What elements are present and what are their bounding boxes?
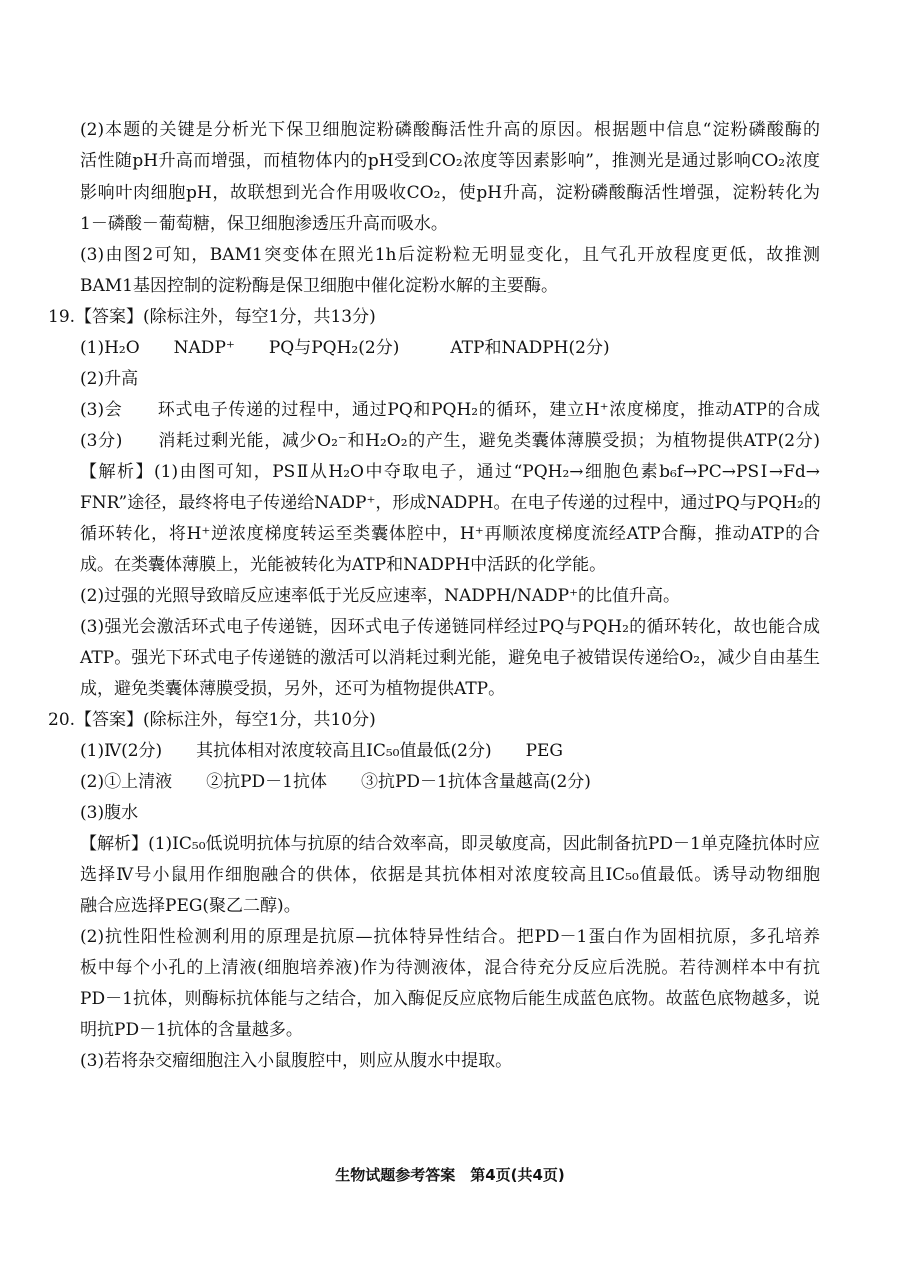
text-line: FNR”途径，最终将电子传递给NADP⁺，形成NADPH。在电子传递的过程中，通过PQ与PQH₂的 (80, 493, 821, 513)
text-line: (2)抗性阳性检测利用的原理是抗原—抗体特异性结合。把PD－1蛋白作为固相抗原，多孔培养 (80, 927, 820, 947)
text-line: (3)若将杂交瘤细胞注入小鼠腹腔中，则应从腹水中提取。 (80, 1051, 513, 1071)
text-line: (3)腹水 (80, 803, 139, 823)
page-footer: 生物试题参考答案 第4页(共4页) (335, 1166, 565, 1184)
text-line: (2)①上清液 ②抗PD－1抗体 ③抗PD－1抗体含量越高(2分) (80, 772, 591, 792)
text-line: 选择Ⅳ号小鼠用作细胞融合的供体，依据是其抗体相对浓度较高且IC₅₀值最低。诱导动物细胞 (80, 865, 820, 885)
text-line: BAM1基因控制的淀粉酶是保卫细胞中催化淀粉水解的主要酶。 (80, 276, 558, 296)
question-19-answer-header: 19.【答案】(除标注外，每空1分，共13分) (48, 307, 376, 327)
text-line: (2)升高 (80, 369, 139, 389)
text-line: 影响叶肉细胞pH，故联想到光合作用吸收CO₂，使pH升高，淀粉磷酸酶活性增强，淀粉转化为 (80, 183, 820, 203)
text-line: (3)强光会激活环式电子传递链，因环式电子传递链同样经过PQ与PQH₂的循环转化，故也能合成 (80, 617, 820, 637)
text-line: (2)本题的关键是分析光下保卫细胞淀粉磷酸酶活性升高的原因。根据题中信息“淀粉磷酸酶的 (80, 120, 820, 140)
text-line: 板中每个小孔的上清液(细胞培养液)作为待测液体，混合待充分反应后洗脱。若待测样本中有抗 (80, 958, 820, 978)
text-line: (2)过强的光照导致暗反应速率低于光反应速率，NADPH/NADP⁺的比值升高。 (80, 586, 681, 606)
text-line: (1)H₂O NADP⁺ PQ与PQH₂(2分) ATP和NADPH(2分) (80, 338, 610, 358)
text-line: ATP。强光下环式电子传递链的激活可以消耗过剩光能，避免电子被错误传递给O₂，减少自由基生 (80, 648, 820, 668)
text-line: 【解析】(1)IC₅₀低说明抗体与抗原的结合效率高，即灵敏度高，因此制备抗PD－1单克隆抗体时应 (80, 834, 820, 854)
text-line: PD－1抗体，则酶标抗体能与之结合，加入酶促反应底物后能生成蓝色底物。故蓝色底物越多，说 (80, 989, 820, 1009)
text-line: 1－磷酸－葡萄糖，保卫细胞渗透压升高而吸水。 (80, 214, 448, 234)
text-line: 循环转化，将H⁺逆浓度梯度转运至类囊体腔中，H⁺再顺浓度梯度流经ATP合酶，推动ATP的合 (80, 524, 820, 544)
text-line: (3)由图2可知，BAM1突变体在照光1h后淀粉粒无明显变化，且气孔开放程度更低，故推测 (80, 245, 820, 265)
question-20-answer-header: 20.【答案】(除标注外，每空1分，共10分) (48, 710, 376, 730)
text-line: 融合应选择PEG(聚乙二醇)。 (80, 896, 301, 916)
text-line: (3)会 环式电子传递的过程中，通过PQ和PQH₂的循环，建立H⁺浓度梯度，推动ATP的合成 (80, 400, 820, 420)
text-line: 成。在类囊体薄膜上，光能被转化为ATP和NADPH中活跃的化学能。 (80, 555, 607, 575)
text-line: 明抗PD－1抗体的含量越多。 (80, 1020, 303, 1040)
text-line: 成，避免类囊体薄膜受损，另外，还可为植物提供ATP。 (80, 679, 506, 699)
text-line: (3分) 消耗过剩光能，减少O₂⁻和H₂O₂的产生，避免类囊体薄膜受损；为植物提供ATP(2分) (80, 431, 820, 451)
text-line: 活性随pH升高而增强，而植物体内的pH受到CO₂浓度等因素影响”，推测光是通过影响CO₂浓度 (80, 151, 820, 171)
text-line: (1)Ⅳ(2分) 其抗体相对浓度较高且IC₅₀值最低(2分) PEG (80, 741, 564, 761)
text-line: 【解析】(1)由图可知，PSⅡ从H₂O中夺取电子，通过“PQH₂→细胞色素b₆f→PC→PSⅠ→Fd→ (80, 462, 820, 482)
